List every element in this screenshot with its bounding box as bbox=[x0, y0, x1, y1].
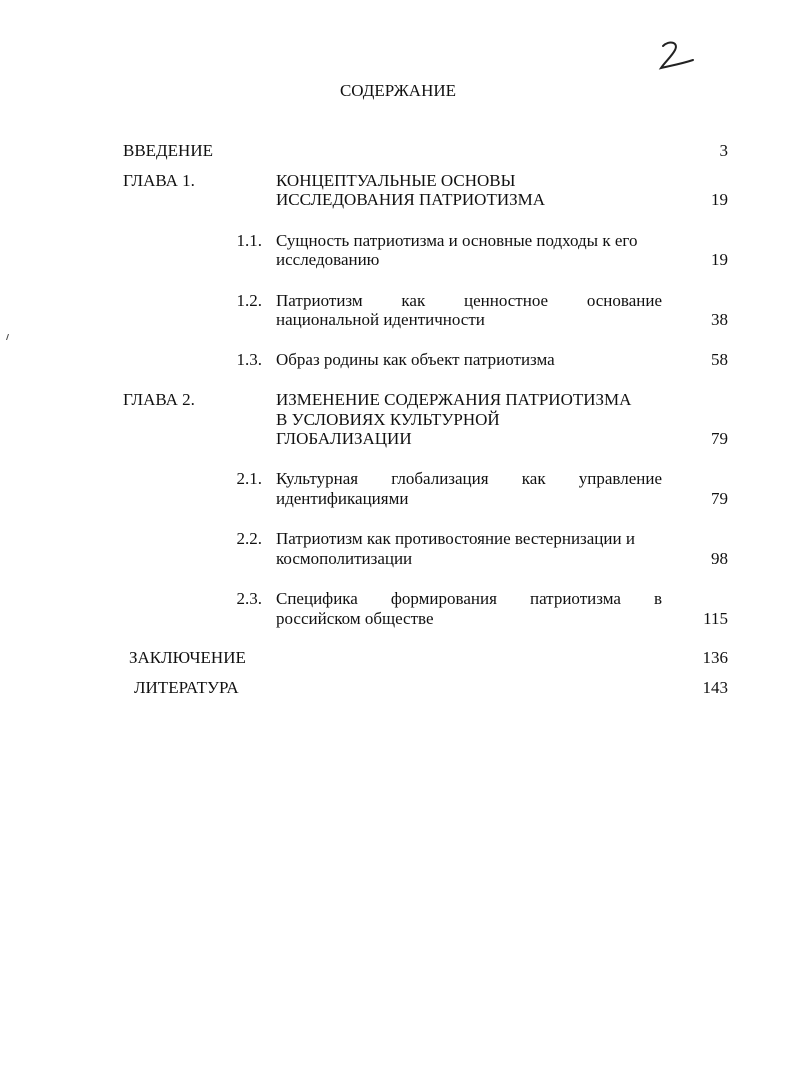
toc-chapter1-title-line: ИССЛЕДОВАНИЯ ПАТРИОТИЗМА bbox=[276, 190, 546, 209]
toc-section-number: 1.1. bbox=[236, 231, 262, 250]
toc-section-title-line: Культурная глобализация как управление bbox=[276, 469, 662, 488]
toc-section-number: 1.2. bbox=[236, 291, 262, 310]
toc-section-page: 98 bbox=[711, 549, 728, 568]
toc-intro-page: 3 bbox=[719, 141, 728, 160]
toc-section-title-line: космополитизации bbox=[276, 549, 413, 568]
toc-conclusion-page: 136 bbox=[702, 648, 728, 667]
toc-section-title-line: Сущность патриотизма и основные подходы к его bbox=[276, 231, 638, 250]
toc-section-title-line: Патриотизм как противостояние вестернизации и bbox=[276, 529, 635, 548]
page-title: СОДЕРЖАНИЕ bbox=[339, 81, 457, 100]
toc-section-page: 115 bbox=[703, 609, 728, 628]
toc-literature-label: ЛИТЕРАТУРА bbox=[134, 678, 239, 697]
toc-chapter1-label: ГЛАВА 1. bbox=[123, 171, 195, 190]
toc-section-title-line: исследованию bbox=[276, 250, 380, 269]
toc-section-page: 58 bbox=[711, 350, 728, 369]
toc-section-title-line: идентификациями bbox=[276, 489, 409, 508]
toc-chapter1-title-line: КОНЦЕПТУАЛЬНЫЕ ОСНОВЫ bbox=[276, 171, 516, 190]
toc-section-number: 2.1. bbox=[236, 469, 262, 488]
toc-chapter2-page: 79 bbox=[711, 429, 728, 448]
toc-chapter2-title-line: ИЗМЕНЕНИЕ СОДЕРЖАНИЯ ПАТРИОТИЗМА bbox=[276, 390, 632, 409]
toc-section-title-line: Специфика формирования патриотизма в bbox=[276, 589, 662, 608]
toc-section-title-line: национальной идентичности bbox=[276, 310, 485, 329]
handwritten-page-number bbox=[655, 40, 699, 74]
toc-section-page: 19 bbox=[711, 250, 728, 269]
scan-speck bbox=[6, 334, 9, 340]
toc-section-title-line: российском обществе bbox=[276, 609, 434, 628]
toc-section-title-line: Патриотизм как ценностное основание bbox=[276, 291, 662, 310]
toc-section-number: 2.2. bbox=[236, 529, 262, 548]
toc-section-title-line: Образ родины как объект патриотизма bbox=[276, 350, 555, 369]
toc-chapter1-page: 19 bbox=[711, 190, 728, 209]
toc-section-page: 79 bbox=[711, 489, 728, 508]
toc-intro-label: ВВЕДЕНИЕ bbox=[123, 141, 213, 160]
toc-literature-page: 143 bbox=[702, 678, 728, 697]
toc-section-number: 1.3. bbox=[236, 350, 262, 369]
toc-conclusion-label: ЗАКЛЮЧЕНИЕ bbox=[129, 648, 246, 667]
toc-chapter2-title-line: В УСЛОВИЯХ КУЛЬТУРНОЙ bbox=[276, 410, 500, 429]
toc-chapter2-label: ГЛАВА 2. bbox=[123, 390, 195, 409]
toc-section-number: 2.3. bbox=[236, 589, 262, 608]
toc-section-page: 38 bbox=[711, 310, 728, 329]
toc-chapter2-title-line: ГЛОБАЛИЗАЦИИ bbox=[276, 429, 412, 448]
